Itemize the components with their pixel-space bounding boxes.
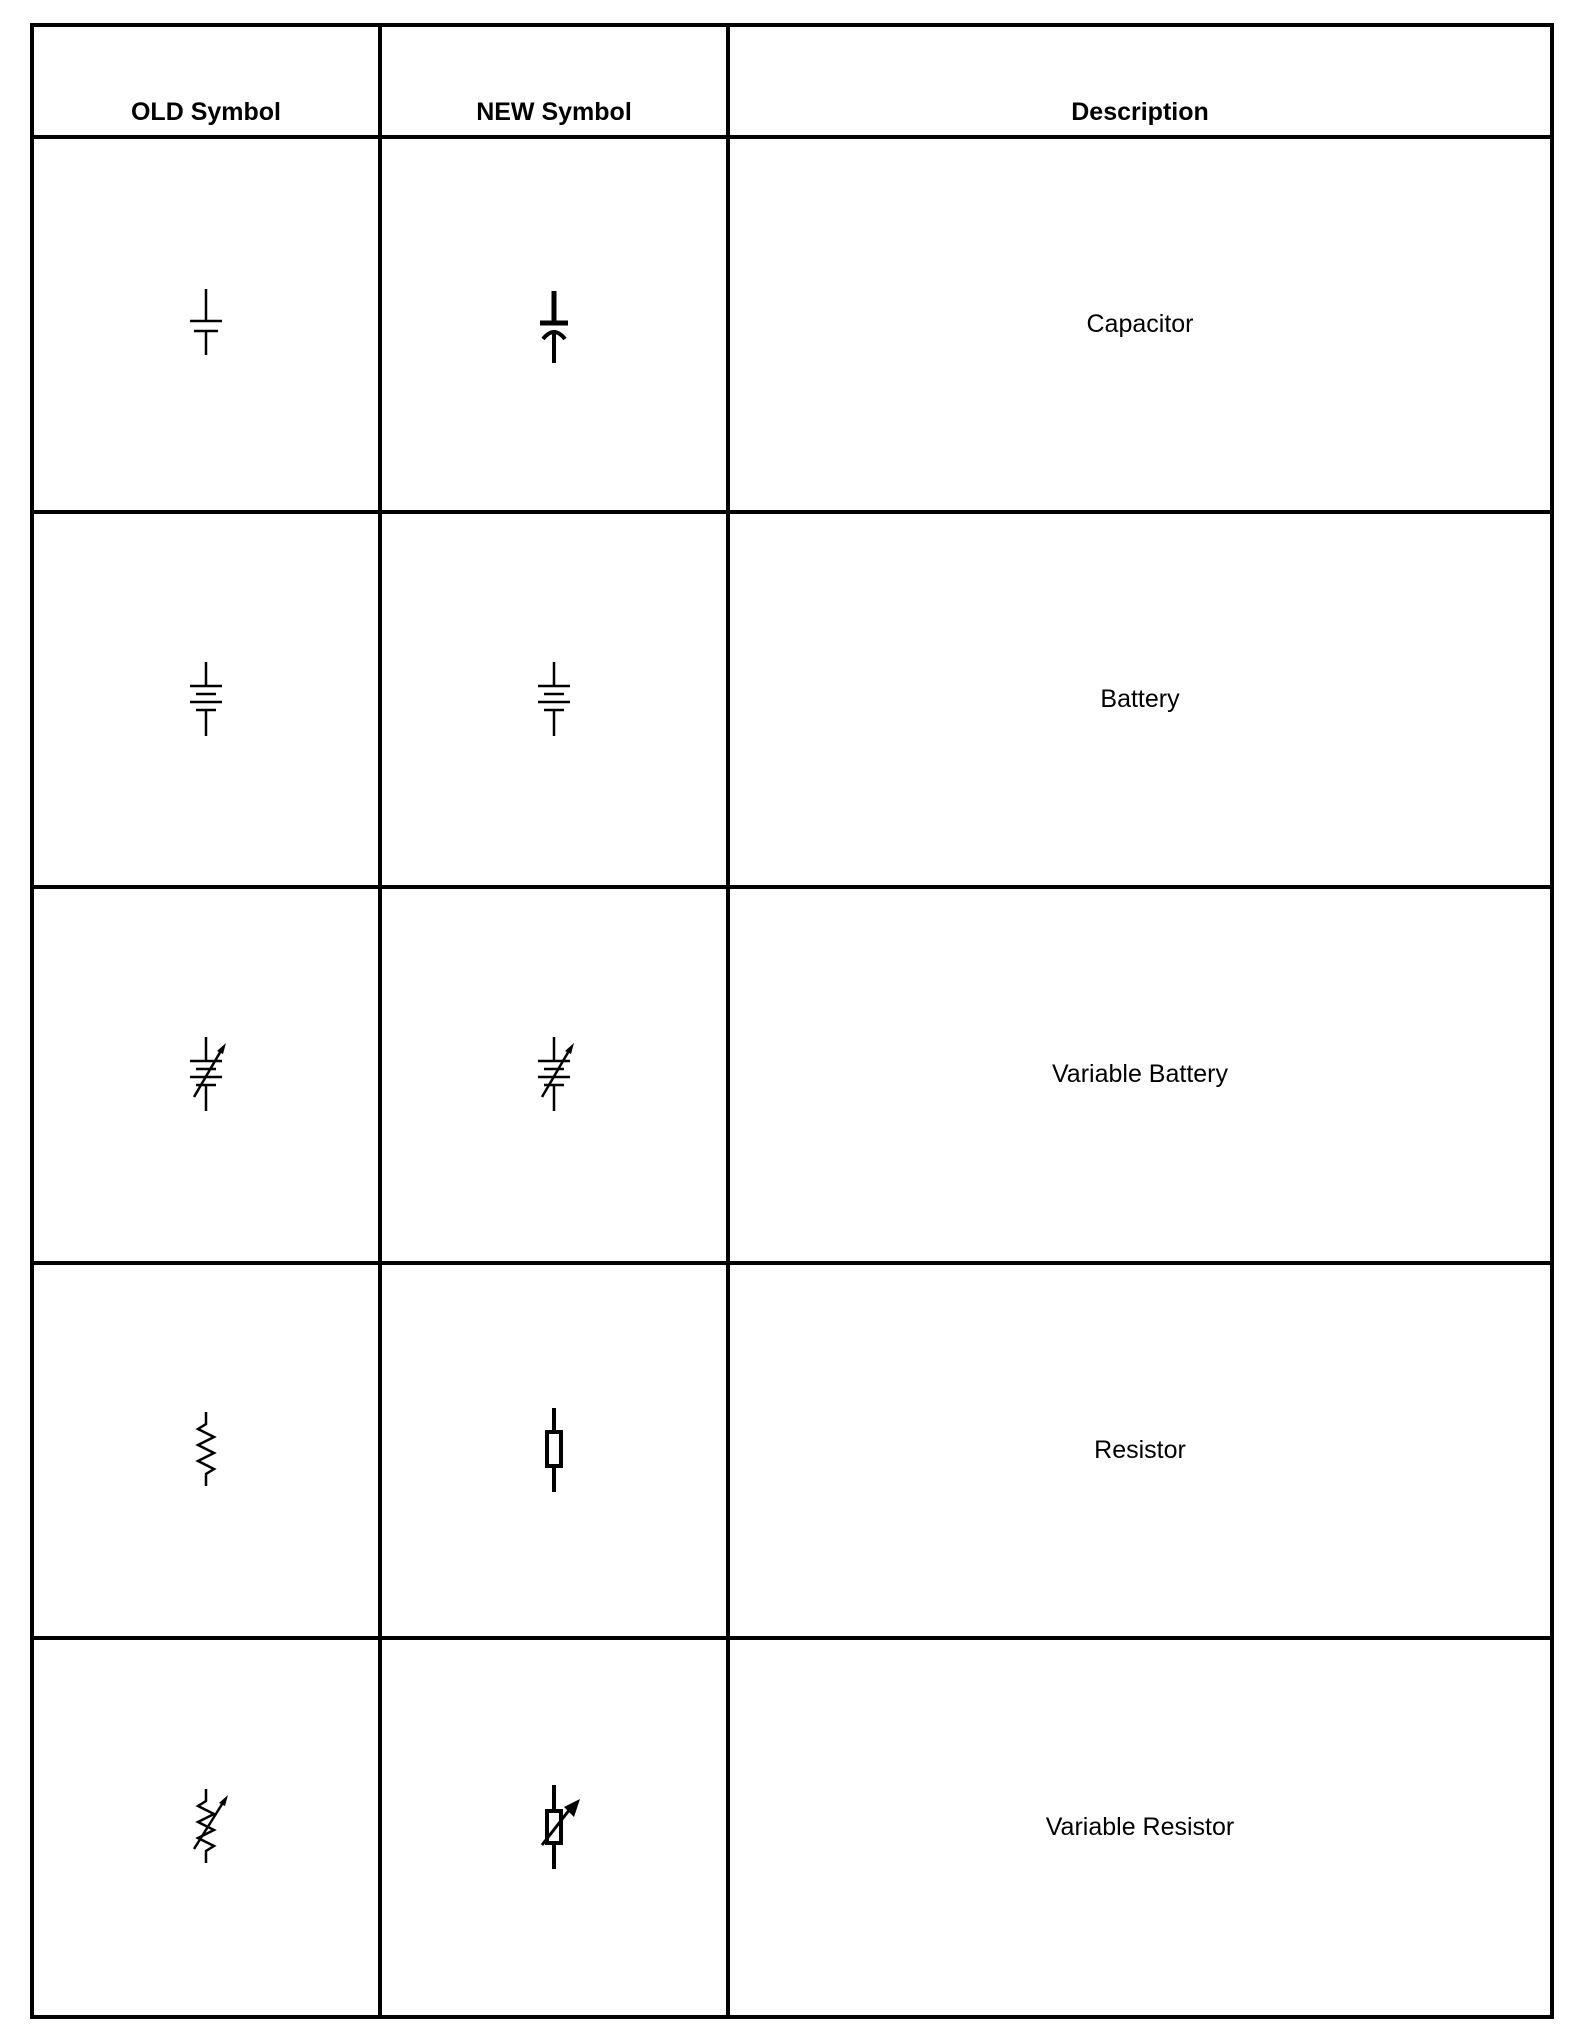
header-new-symbol: NEW Symbol <box>382 27 730 139</box>
table-cell-old-symbol <box>34 139 382 514</box>
table-cell-description: Capacitor <box>730 139 1550 514</box>
battery-new-icon <box>514 652 594 748</box>
header-old-symbol: OLD Symbol <box>34 27 382 139</box>
table-cell-new-symbol <box>382 514 730 889</box>
symbol-comparison-table <box>30 23 1554 2019</box>
table-cell-description: Variable Battery <box>730 889 1550 1264</box>
table-cell-new-symbol <box>382 1265 730 1640</box>
table-cell-description: Battery <box>730 514 1550 889</box>
table-cell-old-symbol <box>34 1640 382 2015</box>
header-description: Description <box>730 27 1550 139</box>
resistor-new-icon <box>514 1402 594 1498</box>
capacitor-old-icon <box>166 277 246 373</box>
table-cell-old-symbol <box>34 1265 382 1640</box>
battery-old-icon <box>166 652 246 748</box>
resistor-old-icon <box>166 1402 246 1498</box>
table-cell-description: Variable Resistor <box>1045 1812 1235 1841</box>
variable-battery-new-icon <box>514 1027 594 1123</box>
variable-resistor-new-icon <box>514 1779 594 1875</box>
table-cell-new-symbol <box>382 1640 730 2015</box>
table-cell-old-symbol <box>34 514 382 889</box>
table-cell-old-symbol <box>34 889 382 1264</box>
capacitor-new-icon <box>514 277 594 373</box>
table-cell-description: Resistor <box>730 1265 1550 1640</box>
variable-resistor-old-icon <box>166 1779 246 1875</box>
table-cell-new-symbol <box>382 139 730 514</box>
table-cell-new-symbol <box>382 889 730 1264</box>
variable-battery-old-icon <box>166 1027 246 1123</box>
